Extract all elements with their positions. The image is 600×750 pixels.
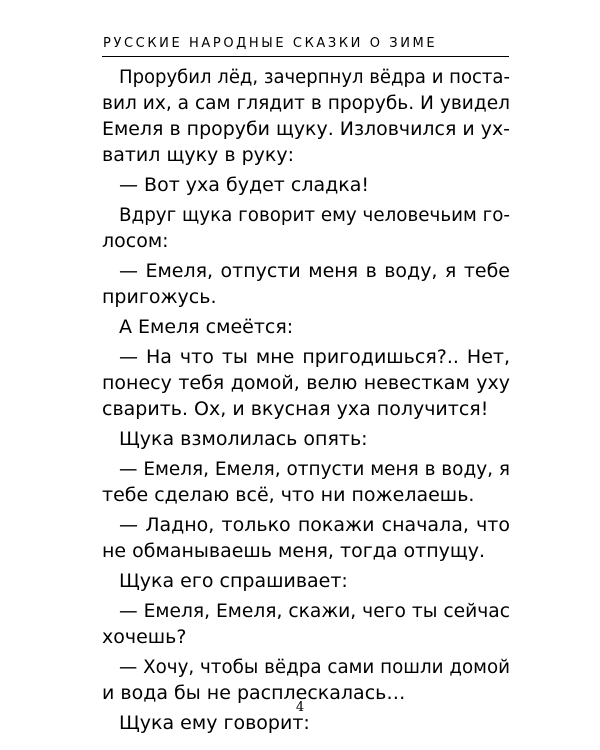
page-number: 4 bbox=[295, 700, 305, 715]
text-line: Вдруг щука говорит ему человечьим го- bbox=[119, 204, 510, 226]
text-line: — Емеля, Емеля, отпусти меня в воду, я bbox=[119, 458, 510, 480]
text-line: не обманываешь меня, тогда отпущу. bbox=[102, 540, 486, 562]
text-line: сварить. Ох, и вкусная уха получится! bbox=[102, 398, 489, 420]
text-line: — Емеля, отпусти меня в воду, я тебе bbox=[119, 260, 510, 282]
text-line: Щука его спрашивает: bbox=[119, 570, 348, 592]
text-line: ватил щуку в руку: bbox=[102, 144, 295, 166]
text-line: тебе сделаю всё, что ни пожелаешь. bbox=[102, 484, 475, 506]
text-line: — Емеля, Емеля, скажи, чего ты сейчас bbox=[119, 600, 510, 622]
text-line: Прорубил лёд, зачерпнул вёдра и поста- bbox=[119, 66, 510, 88]
text-line: — На что ты мне пригодишься?.. Нет, bbox=[119, 346, 510, 368]
text-line: Щука взмолилась опять: bbox=[119, 428, 368, 450]
text-line: хочешь? bbox=[102, 626, 187, 648]
text-line: Щука ему говорит: bbox=[119, 712, 310, 734]
header-rule bbox=[102, 56, 509, 57]
text-line: вил их, а сам глядит в прорубь. И увидел bbox=[102, 92, 510, 114]
text-line: понесу тебя домой, велю невесткам уху bbox=[102, 372, 510, 394]
text-line: А Емеля смеётся: bbox=[119, 316, 294, 338]
running-title: РУССКИЕ НАРОДНЫЕ СКАЗКИ О ЗИМЕ bbox=[103, 36, 438, 51]
text-line: — Вот уха будет сладка! bbox=[119, 174, 369, 196]
text-line: — Ладно, только покажи сначала, что bbox=[119, 514, 510, 536]
text-line: Емеля в проруби щуку. Изловчился и ух- bbox=[102, 118, 510, 140]
text-line: пригожусь. bbox=[102, 286, 217, 308]
text-line: — Хочу, чтобы вёдра сами пошли домой bbox=[119, 656, 510, 678]
text-line: лосом: bbox=[102, 230, 169, 252]
text-line: и вода бы не расплескалась… bbox=[102, 682, 406, 704]
